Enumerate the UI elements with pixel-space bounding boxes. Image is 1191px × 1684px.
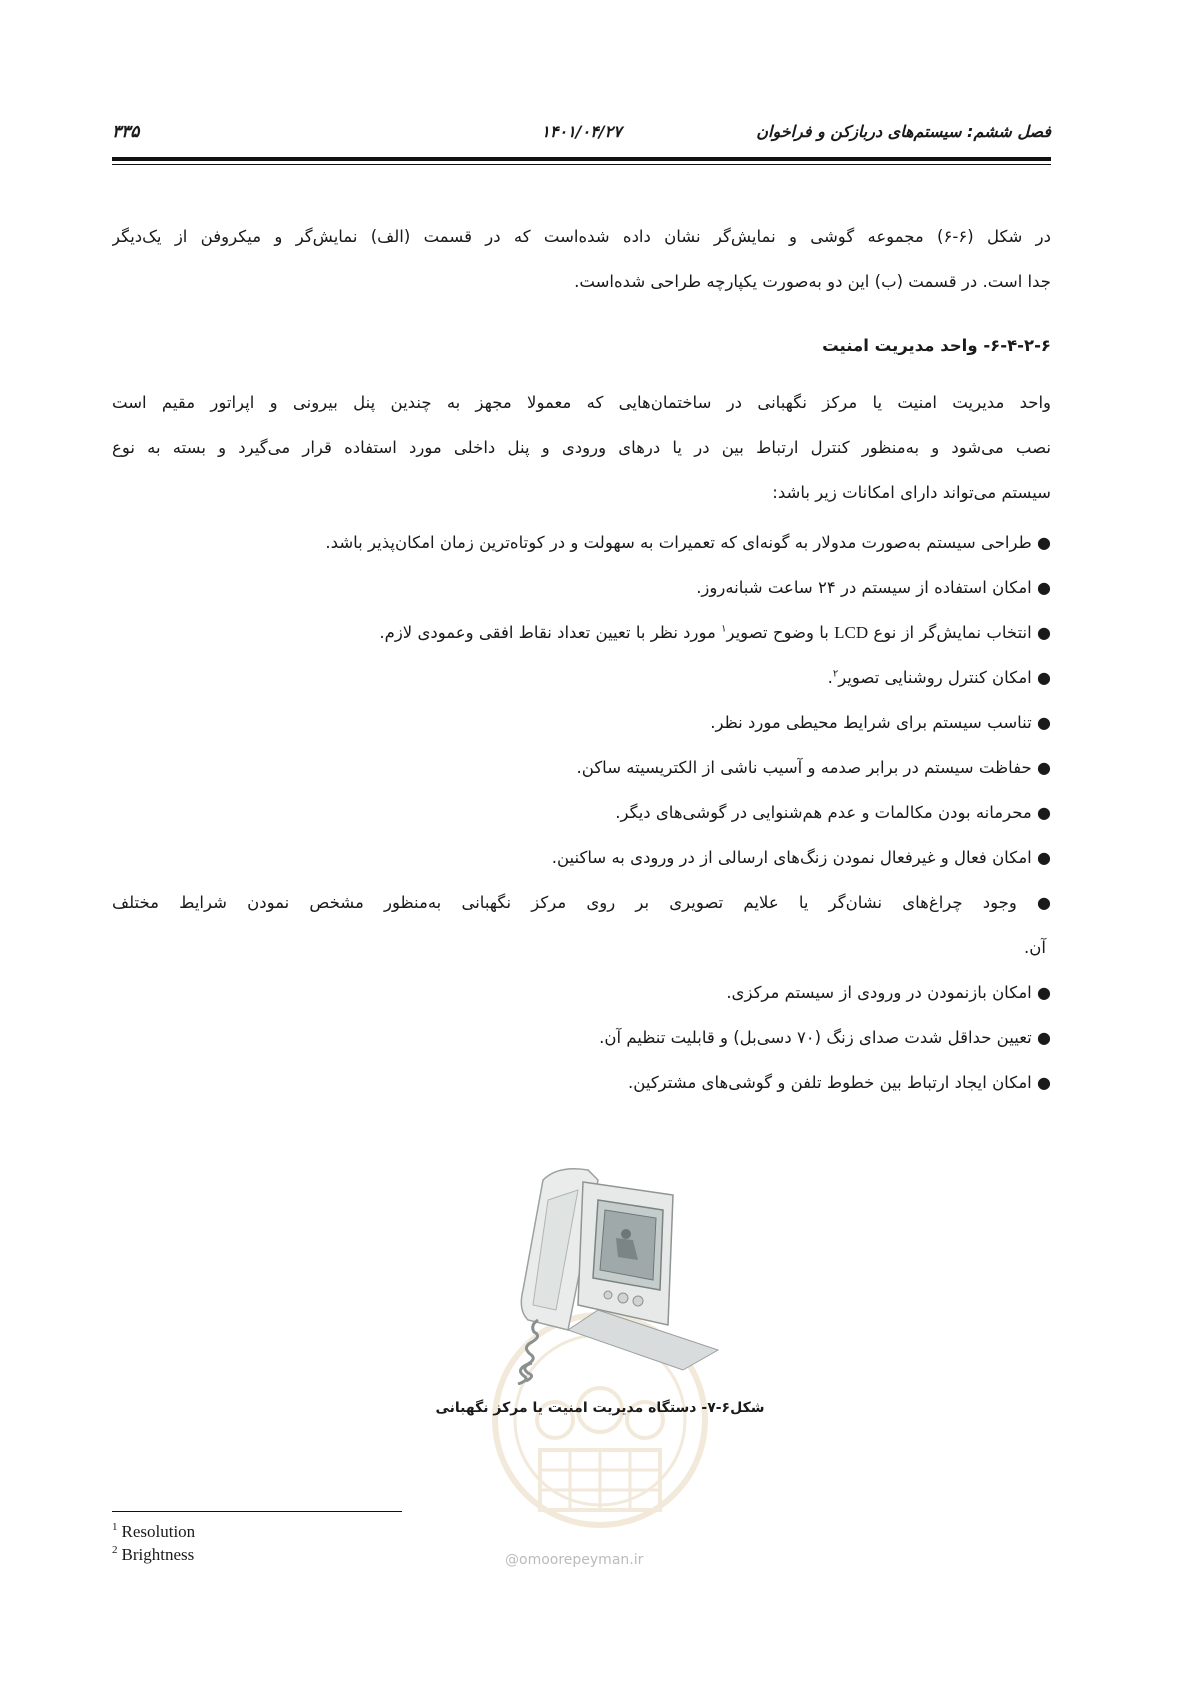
intro-line-2: جدا است. در قسمت (ب) این دو به‌صورت یکپارچه طراحی شده‌است. [574, 272, 1051, 291]
header-rule-thin [112, 164, 1051, 165]
intro-paragraph [112, 214, 1051, 304]
footnote-rule [112, 1511, 402, 1512]
bullet-icon: ● [1037, 983, 1051, 1002]
header-date: ۱۴۰۱/۰۴/۲۷ [541, 122, 622, 141]
section-heading: ۶-۴-۲-۶- واحد مدیریت امنیت [822, 336, 1051, 355]
bullet-icon: ● [1037, 1073, 1051, 1092]
bullet-icon: ● [1037, 758, 1051, 777]
bullet-icon: ● [1037, 713, 1051, 732]
page-number: ۳۳۵ [112, 122, 140, 142]
list-item: ● تناسب سیستم برای شرایط محیطی مورد نظر. [112, 700, 1051, 745]
list-item: ● حفاظت سیستم در برابر صدمه و آسیب ناشی از الکتریسیته ساکن. [112, 745, 1051, 790]
watermark-url: @omoorepeyman.ir [505, 1552, 644, 1568]
list-item: ● امکان فعال و غیرفعال نمودن زنگ‌های ارسالی از در ورودی به ساکنین. [112, 835, 1051, 880]
security-console-image [448, 1160, 738, 1385]
bullet-icon: ● [1037, 533, 1051, 552]
list-item: ● امکان استفاده از سیستم در ۲۴ ساعت شبانه‌روز. [112, 565, 1051, 610]
figure-caption: شکل۶-۷- دستگاه مدیریت امنیت یا مرکز نگهبانی [435, 1400, 765, 1416]
list-item: ● وجود چراغ‌های نشان‌گر یا علایم تصویری بر روی مرکز نگهبانی به‌منظور مشخص نمودن شرایط مختلف آن. [112, 880, 1051, 970]
bullet-icon: ● [1037, 803, 1051, 822]
list-item: ● امکان کنترل روشنایی تصویر$^۲$. [112, 655, 1051, 700]
features-list [112, 520, 1051, 1105]
running-header [112, 118, 1051, 148]
header-rule-thick [112, 157, 1051, 161]
section-line-3: سیستم می‌تواند دارای امکانات زیر باشد: [772, 483, 1051, 502]
footnote-ref-2: ۲ [832, 668, 839, 680]
section-line-1: واحد مدیریت امنیت یا مرکز نگهبانی در ساختمان‌هایی که معمولا مجهز به چندین پنل بیرونی و اپراتور مقیم است [112, 393, 1051, 412]
footnote-ref-1: ۱ [721, 623, 727, 635]
footnote-item: $^2$ Brightness [112, 1544, 195, 1564]
bullet-icon: ● [1037, 578, 1051, 597]
list-item: ● انتخاب نمایش‌گر از نوع LCD با وضوح تصویر$^۱$ مورد نظر با تعیین تعداد نقاط افقی وعمودی لازم. [112, 610, 1051, 655]
intro-line-1: در شکل (۶-۶) مجموعه گوشی و نمایش‌گر نشان داده شده‌است که در قسمت (الف) نمایش‌گر و میکروفن از یک‌دیگر [112, 227, 1051, 246]
lcd-term: LCD [834, 623, 869, 642]
section-line-2: نصب می‌شود و به‌منظور کنترل ارتباط بین در یا درهای ورودی و پنل داخلی مورد استفاده قرار می‌گیرد و بسته به نوع [112, 438, 1051, 457]
footnotes [112, 1520, 195, 1566]
list-item: ● طراحی سیستم به‌صورت مدولار به گونه‌ای که تعمیرات به سهولت و در کوتاه‌ترین زمان امکان‌پذیر باشد. [112, 520, 1051, 565]
footnote-item: $^1$ Resolution [112, 1521, 196, 1541]
list-item: ● محرمانه بودن مکالمات و عدم هم‌شنوایی در گوشی‌های دیگر. [112, 790, 1051, 835]
bullet-icon: ● [1037, 848, 1051, 867]
list-item: ● تعیین حداقل شدت صدای زنگ (۷۰ دسی‌بل) و قابلیت تنظیم آن. [112, 1015, 1051, 1060]
list-item: ● امکان ایجاد ارتباط بین خطوط تلفن و گوشی‌های مشترکین. [112, 1060, 1051, 1105]
bullet-icon: ● [1037, 893, 1051, 912]
list-item: ● امکان بازنمودن در ورودی از سیستم مرکزی. [112, 970, 1051, 1015]
bullet-icon: ● [1037, 623, 1051, 642]
section-paragraph [112, 380, 1051, 515]
bullet-icon: ● [1037, 668, 1051, 687]
bullet-icon: ● [1037, 1028, 1051, 1047]
chapter-title: فصل ششم: سیستم‌های دربازکن و فراخوان [756, 122, 1051, 141]
